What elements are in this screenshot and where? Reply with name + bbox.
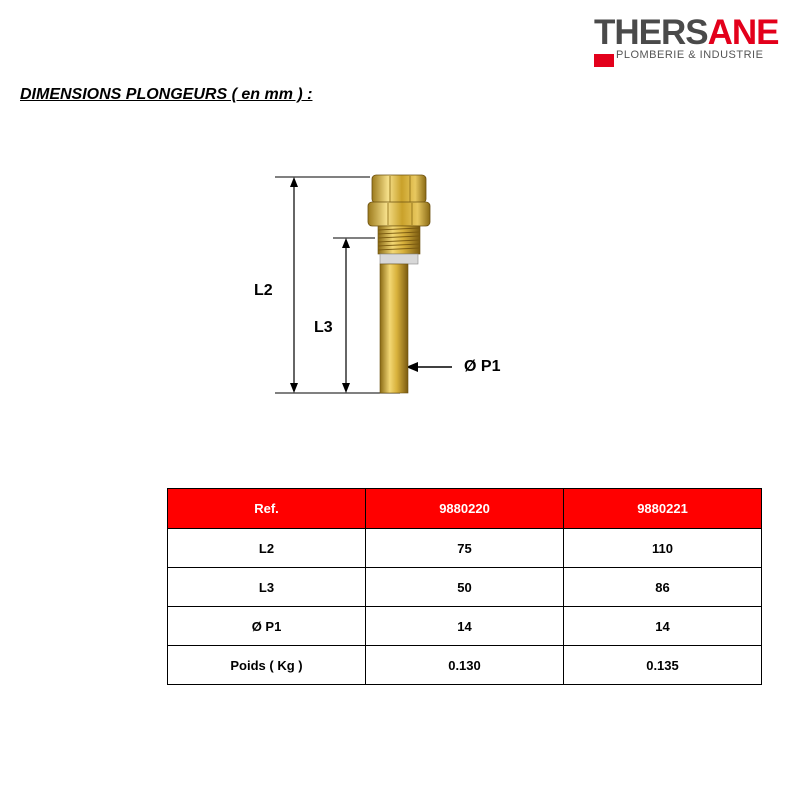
dimension-l2 xyxy=(275,177,370,393)
table-cell: 86 xyxy=(564,568,762,607)
table-cell: 50 xyxy=(366,568,564,607)
table-row xyxy=(168,607,762,646)
thermowell-part xyxy=(368,175,430,393)
table-row xyxy=(168,646,762,685)
table-cell: 75 xyxy=(366,529,564,568)
brand-wordmark xyxy=(594,14,779,52)
table-cell: 0.135 xyxy=(564,646,762,685)
table-cell: 14 xyxy=(366,607,564,646)
dimensions-table xyxy=(167,488,762,685)
label-l2: L2 xyxy=(254,282,273,299)
dimension-l3 xyxy=(333,238,375,393)
brand-name-red: ANE xyxy=(707,13,779,52)
table-header-row xyxy=(168,489,762,529)
table-cell: 14 xyxy=(564,607,762,646)
thermowell-diagram xyxy=(230,160,550,410)
row-label: L2 xyxy=(168,529,366,568)
table-cell: 110 xyxy=(564,529,762,568)
table-row xyxy=(168,529,762,568)
label-p1: Ø P1 xyxy=(464,358,501,375)
row-label: Ø P1 xyxy=(168,607,366,646)
brand-tagline: PLOMBERIE & INDUSTRIE xyxy=(616,49,764,61)
header-ref: Ref. xyxy=(168,489,366,529)
row-label: Poids ( Kg ) xyxy=(168,646,366,685)
table-cell: 0.130 xyxy=(366,646,564,685)
row-label: L3 xyxy=(168,568,366,607)
label-l3: L3 xyxy=(314,319,333,336)
thermowell-drawing xyxy=(230,160,550,410)
header-ref-9880221: 9880221 xyxy=(564,489,762,529)
brand-logo xyxy=(594,13,779,61)
table-row xyxy=(168,568,762,607)
dimension-p1-arrow xyxy=(406,362,452,372)
brand-bar xyxy=(594,54,614,67)
header-ref-9880220: 9880220 xyxy=(366,489,564,529)
brand-name-dark: THERS xyxy=(594,13,708,52)
page-heading: DIMENSIONS PLONGEURS ( en mm ) : xyxy=(20,86,313,103)
